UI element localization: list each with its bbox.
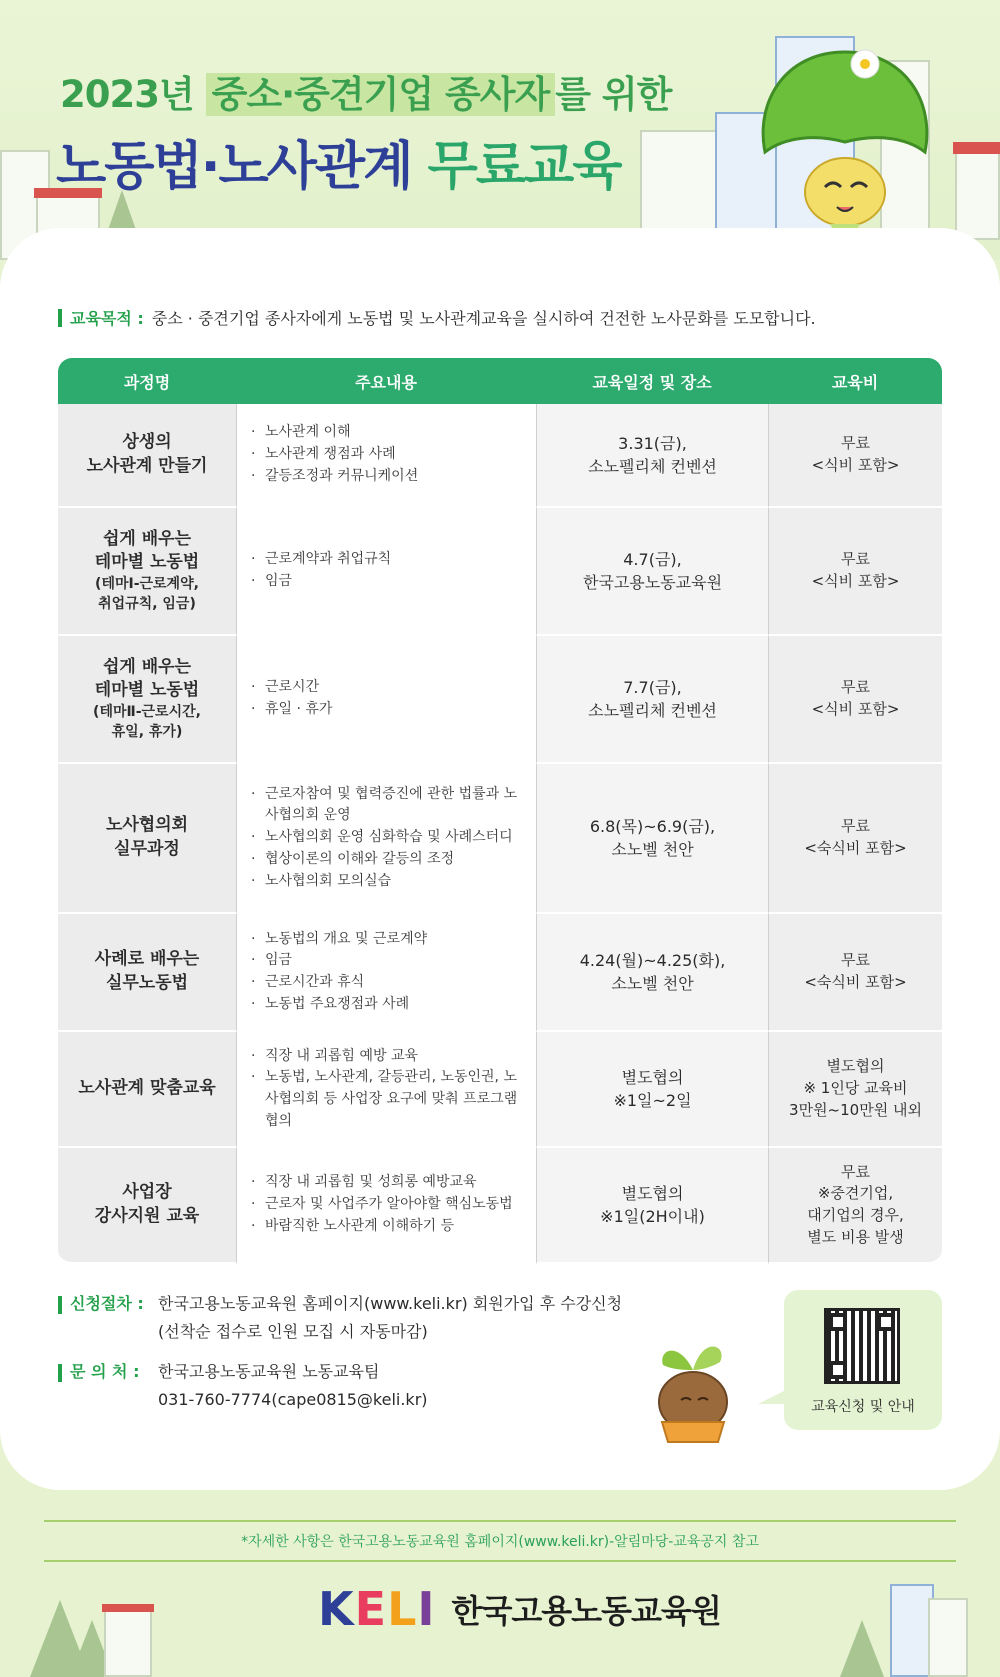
- course-content-cell: [236, 508, 536, 636]
- course-name-line: 쉽게 배우는: [102, 656, 192, 677]
- contact-team: 한국고용노동교육원 노동교육팀: [158, 1362, 380, 1381]
- schedule-cell: [536, 508, 768, 636]
- course-name-line: 노사관계 맞춤교육: [78, 1078, 216, 1099]
- mascot-leaf-character: [745, 42, 945, 252]
- course-name-line: 실무노동법: [105, 973, 189, 993]
- schedule-cell: [536, 1148, 768, 1264]
- header-line2: 노동법·노사관계 무료교육: [56, 137, 621, 197]
- course-name-cell: [58, 914, 236, 1032]
- qr-caption: 교육신청 및 안내: [811, 1399, 915, 1415]
- org-name: 한국고용노동교육원: [451, 1592, 721, 1630]
- fee-line: 대기업의 경우,: [807, 1206, 904, 1224]
- header-line1: 2023년 중소·중견기업 종사자 를 위한: [60, 73, 672, 116]
- apply-note: (선착순 접수로 인원 모집 시 자동마감): [158, 1322, 428, 1341]
- keli-wordmark: KELI: [318, 1582, 436, 1636]
- content-list-item: · 노동법의 개요 및 근로계약: [251, 929, 522, 951]
- course-name-cell: [58, 764, 236, 914]
- course-name-line: 사업장: [122, 1182, 172, 1203]
- fee-line: 무료: [841, 434, 870, 453]
- fee-cell: [768, 764, 942, 914]
- schedule-line: 소노펠리체 컨벤션: [588, 457, 717, 476]
- course-name-line: 실무과정: [114, 839, 180, 859]
- apply-text: 한국고용노동교육원 홈페이지(www.keli.kr) 회원가입 후 수강신청: [158, 1294, 623, 1313]
- schedule-line: 한국고용노동교육원: [582, 573, 723, 592]
- fee-line: 무료: [841, 678, 870, 697]
- apply-section: [58, 1290, 622, 1414]
- fee-line: 무료: [841, 951, 870, 970]
- content-list-item: · 임금: [251, 571, 522, 593]
- qr-corner: [829, 1313, 847, 1331]
- purpose-row: [58, 306, 816, 329]
- footer-note: *자세한 사항은 한국고용노동교육원 홈페이지(www.keli.kr)-알림마당-교육공지 참고: [241, 1534, 759, 1550]
- divider: [44, 1560, 956, 1562]
- schedule-line: 별도협의: [621, 1183, 684, 1203]
- table-header-row: [58, 358, 942, 404]
- content-list-item: · 근로계약과 취업규칙: [251, 549, 522, 571]
- content-list-item: · 임금: [251, 950, 522, 972]
- roof-right: [953, 142, 1000, 154]
- content-list-item: · 노사관계 쟁점과 사례: [251, 444, 522, 466]
- bar-marker: [58, 1364, 62, 1382]
- schedule-line: 4.24(월)~4.25(화),: [579, 950, 726, 970]
- building-right-1: [640, 130, 720, 230]
- content-list-item: · 근로시간: [251, 677, 522, 699]
- content-list-item: · 직장 내 괴롭힘 예방 교육: [251, 1046, 522, 1068]
- content-list-item: · 근로자 및 사업주가 알아야할 핵심노동법: [251, 1194, 522, 1216]
- fee-line: 무료: [841, 817, 870, 836]
- content-list-item: · 근로시간과 휴식: [251, 972, 522, 994]
- schedule-line: 소노벨 천안: [611, 840, 694, 859]
- course-name-line: 강사지원 교육: [94, 1206, 200, 1226]
- course-content-cell: [236, 1032, 536, 1148]
- schedule-cell: [536, 914, 768, 1032]
- content-list-item: · 바람직한 노사관계 이해하기 등: [251, 1216, 522, 1238]
- course-subtitle-line: 휴일, 휴가): [111, 723, 183, 740]
- course-content-cell: [236, 764, 536, 914]
- keli-logo[interactable]: [318, 1582, 721, 1636]
- apply-row: [58, 1290, 622, 1346]
- schedule-cell: [536, 636, 768, 764]
- course-content-cell: [236, 914, 536, 1032]
- fee-line: ※중견기업,: [817, 1184, 894, 1203]
- content-list-item: · 노동법, 노사관계, 갈등관리, 노동인권, 노사협의회 등 사업장 요구에 맞춰 프로그램 협의: [251, 1067, 522, 1132]
- schedule-line: 소노펠리체 컨벤션: [588, 701, 717, 720]
- fee-line: <식비 포함>: [811, 456, 900, 474]
- course-content-cell: [236, 1148, 536, 1264]
- contact-row: [58, 1358, 622, 1414]
- course-name-line: 테마별 노동법: [94, 680, 200, 701]
- schedule-line: 6.8(목)~6.9(금),: [589, 816, 716, 836]
- building-bottom-right-2: [928, 1598, 968, 1677]
- schedule-line: 4.7(금),: [623, 549, 682, 569]
- content-list-item: · 노사협의회 모의실습: [251, 871, 522, 893]
- fee-cell: [768, 1148, 942, 1264]
- course-content-cell: [236, 636, 536, 764]
- qr-corner: [829, 1361, 847, 1379]
- mascot-seed-character: [648, 1330, 738, 1450]
- course-name-line: 사례로 배우는: [94, 949, 200, 970]
- course-name-cell: [58, 636, 236, 764]
- schedule-line: 3.31(금),: [618, 433, 687, 453]
- schedule-line: ※1일~2일: [613, 1091, 692, 1110]
- content-list-item: · 근로자참여 및 협력증진에 관한 법률과 노사협의회 운영: [251, 784, 522, 827]
- fee-line: <식비 포함>: [811, 572, 900, 590]
- fee-line: <숙식비 포함>: [804, 973, 907, 991]
- table-row: [58, 636, 942, 764]
- course-name-cell: [58, 508, 236, 636]
- schedule-cell: [536, 404, 768, 508]
- speech-tail: [758, 1390, 786, 1404]
- table-row: [58, 764, 942, 914]
- qr-panel: [784, 1290, 942, 1430]
- fee-line: ※ 1인당 교육비: [803, 1079, 908, 1098]
- roof-bottom-left: [102, 1604, 154, 1612]
- course-subtitle-line: 취업규칙, 임금): [98, 595, 196, 612]
- col-header-fee: 교육비: [768, 358, 942, 404]
- schedule-line: 7.7(금),: [623, 677, 682, 697]
- content-list-item: · 노동법 주요쟁점과 사례: [251, 994, 522, 1016]
- course-name-cell: [58, 1032, 236, 1148]
- course-content-cell: [236, 404, 536, 508]
- table-row: [58, 1032, 942, 1148]
- bar-marker: [58, 1296, 62, 1314]
- fee-cell: [768, 508, 942, 636]
- course-name-line: 노사협의회: [105, 815, 189, 836]
- col-header-content: 주요내용: [236, 358, 536, 404]
- course-table: [58, 358, 942, 1264]
- content-list-item: · 휴일 · 휴가: [251, 699, 522, 721]
- fee-line: 무료: [841, 1162, 870, 1181]
- fee-line: 별도 비용 발생: [807, 1227, 904, 1246]
- schedule-cell: [536, 764, 768, 914]
- content-list-item: · 갈등조정과 커뮤니케이션: [251, 466, 522, 488]
- divider: [44, 1520, 956, 1522]
- schedule-line: 별도협의: [621, 1067, 684, 1087]
- purpose-label: 교육목적 :: [70, 309, 144, 328]
- schedule-cell: [536, 1032, 768, 1148]
- header-highlight: 중소·중견기업 종사자: [206, 73, 556, 116]
- table-row: [58, 914, 942, 1032]
- table-row: [58, 508, 942, 636]
- fee-cell: [768, 636, 942, 764]
- contact-phone-email: 031-760-7774(cape0815@keli.kr): [158, 1390, 428, 1409]
- col-header-schedule: 교육일정 및 장소: [536, 358, 768, 404]
- building-bottom-left: [104, 1610, 152, 1677]
- course-name-line: 테마별 노동법: [94, 552, 200, 573]
- fee-line: 별도협의: [826, 1057, 885, 1076]
- course-subtitle-line: (테마Ⅰ-근로계약,: [95, 576, 199, 593]
- course-name-line: 노사관계 만들기: [86, 456, 208, 476]
- tree-bottom-right: [840, 1620, 884, 1677]
- fee-line: <식비 포함>: [811, 700, 900, 718]
- content-list-item: · 직장 내 괴롭힘 및 성희롱 예방교육: [251, 1172, 522, 1194]
- fee-line: 3만원~10만원 내외: [789, 1100, 922, 1119]
- course-name-cell: [58, 1148, 236, 1264]
- table-row: [58, 404, 942, 508]
- qr-corner: [877, 1313, 895, 1331]
- fee-cell: [768, 914, 942, 1032]
- contact-label: 문 의 처 :: [70, 1362, 140, 1381]
- course-name-cell: [58, 404, 236, 508]
- building-right-5: [955, 150, 1000, 240]
- table-row: [58, 1148, 942, 1264]
- fee-line: 무료: [841, 550, 870, 569]
- course-name-line: 쉽게 배우는: [102, 528, 192, 549]
- fee-cell: [768, 404, 942, 508]
- purpose-text: 중소 · 중견기업 종사자에게 노동법 및 노사관계교육을 실시하여 건전한 노사문화를 도모합니다.: [151, 309, 816, 328]
- content-list-item: · 노사관계 이해: [251, 422, 522, 444]
- schedule-line: ※1일(2H이내): [600, 1207, 705, 1226]
- apply-label: 신청절차 :: [70, 1294, 144, 1313]
- course-name-line: 상생의: [122, 432, 172, 453]
- course-subtitle-line: (테마Ⅱ-근로시간,: [93, 704, 201, 721]
- bar-marker: [58, 309, 62, 327]
- fee-line: <숙식비 포함>: [804, 839, 907, 857]
- content-list-item: · 협상이론의 이해와 갈등의 조정: [251, 849, 522, 871]
- qr-code[interactable]: [824, 1308, 900, 1384]
- fee-cell: [768, 1032, 942, 1148]
- col-header-course: 과정명: [58, 358, 236, 404]
- schedule-line: 소노벨 천안: [611, 974, 694, 993]
- content-list-item: · 노사협의회 운영 심화학습 및 사례스터디: [251, 827, 522, 849]
